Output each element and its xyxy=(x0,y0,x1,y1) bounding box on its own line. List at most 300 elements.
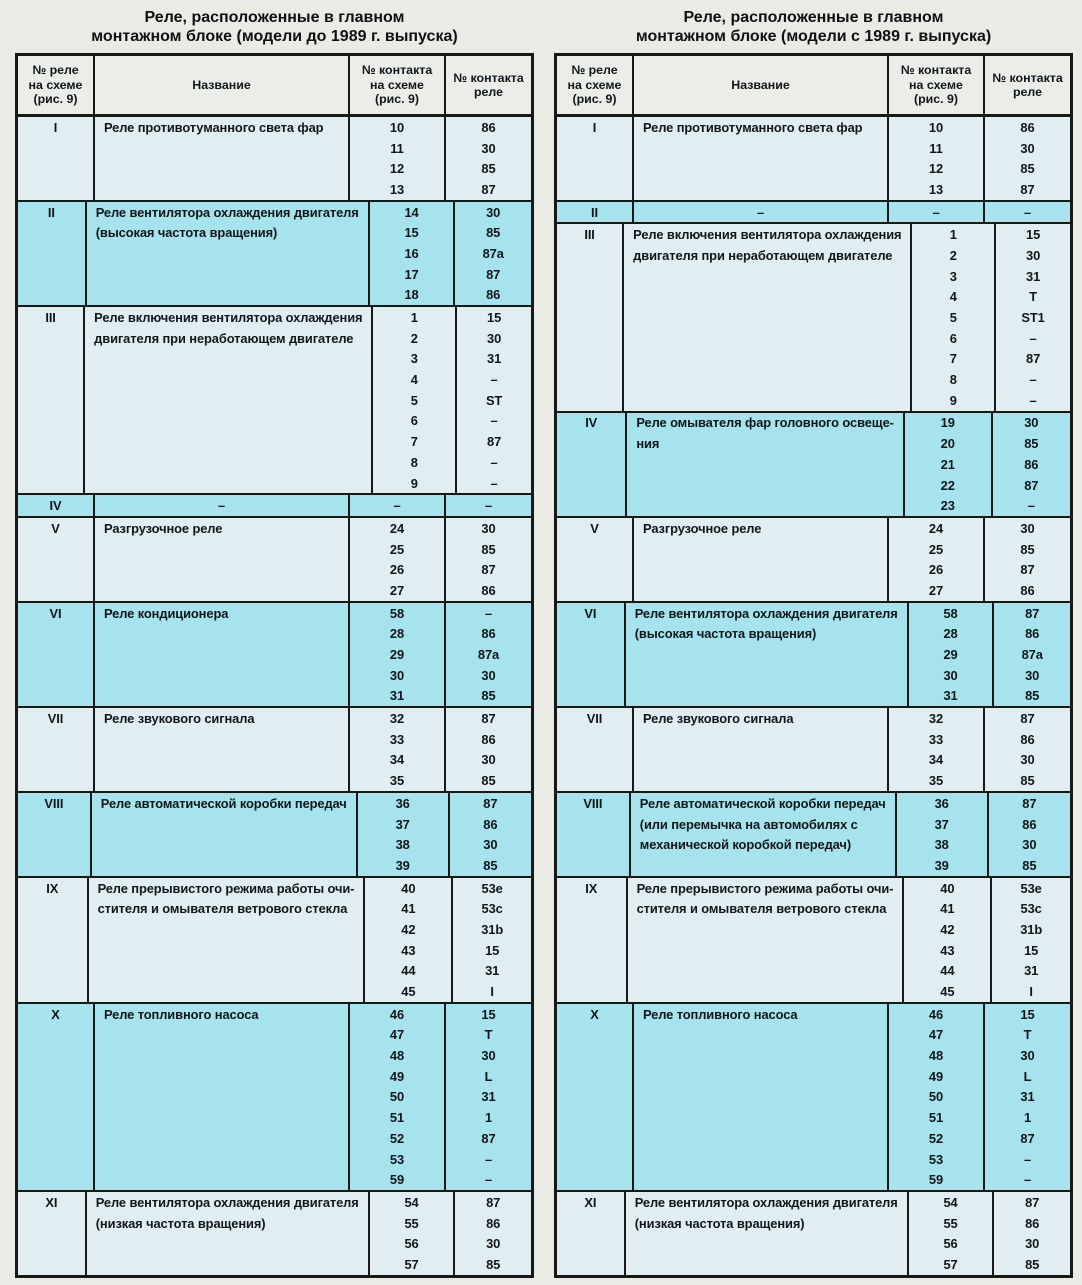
contact-schema-number: 7 xyxy=(949,351,957,367)
contact-relay-number: 86 xyxy=(1022,816,1037,832)
column-header: № реле на схеме (рис. 9) xyxy=(557,56,634,114)
contact-relay-number: – xyxy=(484,605,493,621)
relay-number: I xyxy=(53,119,58,135)
contact-schema-number: 31 xyxy=(943,688,958,704)
contact-schema-number: 58 xyxy=(389,605,405,621)
contact-schema-cell xyxy=(365,878,453,1002)
contact-schema-cell xyxy=(370,202,456,305)
contact-relay-number: 85 xyxy=(486,225,501,241)
relay-name-line: Реле прерывистого режима работы очи- xyxy=(636,880,894,896)
contact-relay-number: 86 xyxy=(1025,1215,1040,1231)
relay-name-cell xyxy=(626,1192,909,1275)
relay-number-cell xyxy=(18,117,95,200)
table-row xyxy=(18,601,531,706)
contact-schema-cell xyxy=(904,878,992,1002)
contact-relay-cell xyxy=(993,413,1070,516)
contact-relay-number: ST1 xyxy=(1021,310,1045,326)
column-header: Название xyxy=(95,56,350,114)
table-row xyxy=(18,1190,531,1275)
contact-relay-number: 87 xyxy=(481,711,496,727)
contact-schema-number: 6 xyxy=(949,330,957,346)
contact-schema-number: 3 xyxy=(410,351,418,367)
contact-schema-number: 39 xyxy=(934,857,949,873)
table-title-line-2: монтажном блоке (модели с 1989 г. выпуска) xyxy=(635,28,992,45)
contact-schema-number: 26 xyxy=(389,562,405,578)
contact-schema-number: 52 xyxy=(928,1130,944,1146)
column-header: № реле на схеме (рис. 9) xyxy=(18,56,95,114)
table-row xyxy=(18,1002,531,1190)
contact-schema-number: 31 xyxy=(389,688,405,704)
contact-schema-number: 47 xyxy=(928,1027,944,1043)
contact-schema-number: 29 xyxy=(943,647,958,663)
contact-schema-number: 41 xyxy=(401,901,416,917)
contact-relay-number: 30 xyxy=(486,1236,501,1252)
contact-schema-number: – xyxy=(932,204,940,220)
contact-schema-cell xyxy=(350,1004,446,1190)
relay-number: II xyxy=(591,204,598,220)
contact-schema-number: 17 xyxy=(404,266,419,282)
contact-relay-number: – xyxy=(490,475,498,491)
contact-relay-number: 30 xyxy=(481,752,496,768)
contact-schema-number: 1 xyxy=(949,227,957,243)
relay-name-line: Реле автоматической коробки передач xyxy=(100,795,347,811)
contact-schema-number: 50 xyxy=(928,1089,944,1105)
contact-relay-cell xyxy=(446,518,531,601)
contact-relay-number: 87 xyxy=(483,795,498,811)
contact-schema-number: 44 xyxy=(401,963,416,979)
relay-number: I xyxy=(592,119,597,135)
contact-schema-number: 25 xyxy=(928,541,944,557)
contact-relay-number: 30 xyxy=(1022,837,1037,853)
contact-schema-number: 12 xyxy=(928,161,944,177)
contact-schema-number: 56 xyxy=(943,1236,958,1252)
contact-schema-number: 25 xyxy=(389,541,405,557)
contact-schema-number: 55 xyxy=(943,1215,958,1231)
relay-name-cell xyxy=(634,117,889,200)
contact-schema-number: 39 xyxy=(395,857,410,873)
relay-number: IV xyxy=(49,498,62,514)
contact-schema-number: 10 xyxy=(928,119,944,135)
contact-relay-number: I xyxy=(490,984,494,1000)
contact-relay-number: 85 xyxy=(1022,857,1037,873)
table-row xyxy=(557,1190,1070,1275)
contact-schema-number: 46 xyxy=(389,1006,405,1022)
table-row xyxy=(18,305,531,493)
contact-relay-number: 86 xyxy=(1020,582,1035,598)
contact-schema-number: 48 xyxy=(928,1048,944,1064)
relay-number-cell xyxy=(18,307,85,493)
contact-schema-cell xyxy=(889,202,985,223)
table-row xyxy=(18,876,531,1002)
column-header: № контакта реле xyxy=(992,70,1063,99)
contact-relay-cell xyxy=(446,603,531,706)
relay-number-cell xyxy=(557,793,631,876)
contact-schema-number: 59 xyxy=(928,1172,944,1188)
contact-schema-number: 16 xyxy=(404,245,419,261)
contact-schema-number: 32 xyxy=(928,711,944,727)
relay-name-cell xyxy=(627,413,905,516)
contact-schema-number: 9 xyxy=(949,392,957,408)
contact-relay-number: 87a xyxy=(1021,647,1043,663)
contact-schema-number: 38 xyxy=(395,837,410,853)
contact-relay-number: 87a xyxy=(477,647,500,663)
contact-schema-number: 35 xyxy=(928,773,944,789)
contact-relay-number: 86 xyxy=(486,1215,501,1231)
contact-relay-cell xyxy=(985,708,1070,791)
relay-name-cell xyxy=(89,878,366,1002)
contact-schema-number: 20 xyxy=(940,436,955,452)
contact-schema-number: 27 xyxy=(389,582,405,598)
contact-relay-cell xyxy=(453,878,531,1002)
contact-relay-number: – xyxy=(1029,330,1037,346)
contact-relay-number: 87a xyxy=(482,245,504,261)
table-row xyxy=(18,706,531,791)
contact-relay-number: 30 xyxy=(487,330,502,346)
contact-relay-number: 1 xyxy=(1023,1110,1032,1126)
contact-relay-cell xyxy=(985,202,1070,223)
contact-relay-number: 15 xyxy=(485,942,500,958)
contact-relay-number: L xyxy=(484,1068,493,1084)
contact-relay-number: 30 xyxy=(1020,752,1035,768)
table-row xyxy=(557,411,1070,516)
relay-name-line: двигателя при неработающем двигателе xyxy=(94,330,354,346)
relay-name-cell xyxy=(634,202,889,223)
table-row xyxy=(557,1002,1070,1190)
contact-relay-number: 85 xyxy=(1020,161,1035,177)
contact-relay-number: 87 xyxy=(1022,795,1037,811)
contact-schema-cell xyxy=(350,495,446,516)
contact-relay-number: – xyxy=(490,454,498,470)
relay-name-line: Реле вентилятора охлаждения двигателя xyxy=(95,204,359,220)
contact-schema-cell xyxy=(350,117,446,200)
contact-schema-number: 57 xyxy=(943,1256,958,1272)
relay-number-cell xyxy=(557,413,627,516)
contact-relay-number: 86 xyxy=(481,119,496,135)
relay-name-line: Реле омывателя фар головного освеще- xyxy=(636,415,894,431)
contact-relay-number: 87 xyxy=(481,562,496,578)
contact-relay-number: 87 xyxy=(486,1194,501,1210)
relay-name-line: Реле прерывистого режима работы очи- xyxy=(97,880,355,896)
contact-relay-number: T xyxy=(1029,289,1037,305)
contact-schema-number: 22 xyxy=(940,477,955,493)
contact-relay-number: 87 xyxy=(1020,711,1035,727)
relay-number: V xyxy=(51,520,60,536)
contact-relay-cell xyxy=(996,224,1070,410)
contact-relay-number: 31 xyxy=(1026,268,1041,284)
contact-schema-number: 7 xyxy=(410,434,418,450)
contact-schema-number: 37 xyxy=(395,816,410,832)
relay-number: VII xyxy=(586,711,603,727)
relay-name-line: стителя и омывателя ветрового стекла xyxy=(97,901,348,917)
contact-schema-number: 47 xyxy=(389,1027,405,1043)
table-title xyxy=(554,8,1073,46)
contact-schema-cell xyxy=(897,793,989,876)
relay-number: X xyxy=(51,1006,60,1022)
contact-schema-number: 14 xyxy=(404,204,419,220)
contact-schema-number: 53 xyxy=(928,1151,944,1167)
contact-relay-cell xyxy=(992,878,1070,1002)
contact-relay-number: – xyxy=(1023,204,1032,220)
contact-relay-number: 85 xyxy=(1025,688,1040,704)
relay-name-cell xyxy=(626,603,909,706)
contact-schema-number: 40 xyxy=(401,880,416,896)
table-title-line-2: монтажном блоке (модели до 1989 г. выпуска) xyxy=(91,28,458,45)
contact-schema-number: 8 xyxy=(410,454,418,470)
relay-number: XI xyxy=(45,1194,58,1210)
contact-relay-number: 30 xyxy=(1020,1048,1035,1064)
contact-relay-number: 86 xyxy=(1020,119,1035,135)
contact-schema-number: 41 xyxy=(940,901,955,917)
contact-schema-number: 18 xyxy=(404,287,419,303)
contact-relay-cell xyxy=(994,603,1070,706)
contact-schema-number: 5 xyxy=(949,310,957,326)
relay-name-cell xyxy=(628,878,905,1002)
contact-relay-number: 30 xyxy=(481,520,496,536)
relay-name-line: стителя и омывателя ветрового стекла xyxy=(636,901,887,917)
contact-schema-cell xyxy=(350,518,446,601)
contact-schema-number: 13 xyxy=(389,181,405,197)
contact-schema-number: 42 xyxy=(401,921,416,937)
contact-schema-number: 13 xyxy=(928,181,944,197)
contact-schema-number: 2 xyxy=(949,247,957,263)
relay-name-line: Реле звукового сигнала xyxy=(104,711,255,727)
relay-number: VII xyxy=(47,711,64,727)
relay-number: II xyxy=(47,204,55,220)
contact-relay-cell xyxy=(446,708,531,791)
relay-name-line: Реле противотуманного света фар xyxy=(643,119,863,135)
relay-number: IX xyxy=(585,880,598,896)
contact-schema-number: 1 xyxy=(410,310,418,326)
relay-name-line: – xyxy=(217,498,226,514)
contact-relay-cell xyxy=(994,1192,1070,1275)
contact-relay-number: 87 xyxy=(486,266,501,282)
contact-schema-number: 30 xyxy=(943,667,958,683)
contact-schema-number: 33 xyxy=(389,731,405,747)
relay-name-line: Реле вентилятора охлаждения двигателя xyxy=(95,1194,359,1210)
relay-number-cell xyxy=(557,878,628,1002)
relay-name-cell xyxy=(95,117,350,200)
contact-schema-number: 59 xyxy=(389,1172,405,1188)
contact-relay-number: 87 xyxy=(1020,562,1035,578)
contact-relay-number: 30 xyxy=(1025,1236,1040,1252)
relay-number-cell xyxy=(18,202,87,305)
relay-number-cell xyxy=(18,878,89,1002)
relay-number-cell xyxy=(557,708,634,791)
contact-schema-number: 32 xyxy=(389,711,405,727)
contact-schema-number: 56 xyxy=(404,1236,419,1252)
contact-relay-number: 85 xyxy=(1020,773,1035,789)
contact-relay-number: 85 xyxy=(483,857,498,873)
relay-number-cell xyxy=(18,1004,95,1190)
contact-schema-number: 30 xyxy=(389,667,405,683)
table-title xyxy=(15,8,534,46)
contact-relay-number: 1 xyxy=(484,1110,493,1126)
contact-relay-cell xyxy=(985,117,1070,200)
relay-number-cell xyxy=(557,518,634,601)
relay-name-cell xyxy=(95,603,350,706)
contact-relay-number: – xyxy=(490,372,498,388)
relay-number-cell xyxy=(557,603,626,706)
contact-relay-number: L xyxy=(1023,1068,1032,1084)
contact-schema-cell xyxy=(373,307,457,493)
relay-name-line: (низкая частота вращения) xyxy=(95,1215,266,1231)
contact-schema-number: 46 xyxy=(928,1006,944,1022)
contact-relay-number: 31 xyxy=(1024,963,1039,979)
contact-schema-number: 28 xyxy=(389,626,405,642)
relay-table xyxy=(15,53,534,1278)
relay-number-cell xyxy=(18,603,95,706)
contact-schema-number: 27 xyxy=(928,582,944,598)
contact-schema-number: 2 xyxy=(410,330,418,346)
relay-name-line: Разгрузочное реле xyxy=(643,520,762,536)
table-row xyxy=(18,516,531,601)
contact-relay-number: 85 xyxy=(481,541,496,557)
relay-name-line: двигателя при неработающем двигателе xyxy=(633,247,893,263)
table-row xyxy=(557,222,1070,410)
contact-relay-number: 31 xyxy=(1020,1089,1035,1105)
contact-schema-cell xyxy=(350,708,446,791)
relay-number: XI xyxy=(584,1194,597,1210)
contact-relay-number: 30 xyxy=(483,837,498,853)
contact-schema-number: 15 xyxy=(404,225,419,241)
relay-number-cell xyxy=(557,202,634,223)
contact-relay-number: 85 xyxy=(481,773,496,789)
contact-schema-number: 51 xyxy=(389,1110,405,1126)
contact-schema-number: 9 xyxy=(410,475,418,491)
relay-number: V xyxy=(590,520,599,536)
relay-table xyxy=(554,53,1073,1278)
contact-relay-number: 87 xyxy=(481,1130,496,1146)
contact-relay-number: 30 xyxy=(481,667,496,683)
column-header: Название xyxy=(634,56,889,114)
contact-schema-number: 34 xyxy=(928,752,944,768)
contact-relay-number: 85 xyxy=(1025,1256,1040,1272)
relay-number-cell xyxy=(18,495,95,516)
contact-relay-number: 30 xyxy=(486,204,501,220)
contact-relay-cell xyxy=(446,1004,531,1190)
contact-schema-cell xyxy=(889,1004,985,1190)
contact-schema-number: 28 xyxy=(943,626,958,642)
contact-relay-number: – xyxy=(1027,498,1035,514)
column-header: № контакта на схеме (рис. 9) xyxy=(350,56,446,114)
table-row xyxy=(557,117,1070,200)
contact-relay-number: 31b xyxy=(1020,921,1043,937)
contact-relay-number: 85 xyxy=(1020,541,1035,557)
relay-number-cell xyxy=(18,708,95,791)
relay-number: VI xyxy=(49,605,62,621)
relay-name-line: Реле включения вентилятора охлаждения xyxy=(633,227,902,243)
contact-relay-number: 87 xyxy=(1025,605,1040,621)
contact-relay-number: 15 xyxy=(1024,942,1039,958)
contact-schema-number: 6 xyxy=(410,413,418,429)
contact-schema-number: 43 xyxy=(401,942,416,958)
table-row xyxy=(557,791,1070,876)
relay-number-cell xyxy=(18,793,92,876)
contact-schema-number: 11 xyxy=(929,140,943,156)
contact-schema-number: 44 xyxy=(940,963,955,979)
relay-name-line: Реле противотуманного света фар xyxy=(104,119,324,135)
contact-relay-cell xyxy=(446,495,531,516)
contact-relay-number: 86 xyxy=(483,816,498,832)
relay-name-line: механической коробкой передач) xyxy=(639,837,852,853)
relay-name-cell xyxy=(634,518,889,601)
contact-schema-number: – xyxy=(393,498,401,514)
contact-schema-number: 35 xyxy=(389,773,405,789)
contact-relay-number: – xyxy=(484,1151,493,1167)
contact-schema-cell xyxy=(350,603,446,706)
contact-relay-number: 31b xyxy=(481,921,504,937)
relay-name-cell xyxy=(624,224,912,410)
relay-number: IV xyxy=(585,415,598,431)
relay-name-line: Реле топливного насоса xyxy=(104,1006,259,1022)
relay-table-pre-1989 xyxy=(15,6,534,1278)
contact-relay-number: 87 xyxy=(1024,477,1039,493)
contact-schema-number: 24 xyxy=(928,520,944,536)
contact-relay-cell xyxy=(985,1004,1070,1190)
relay-name-line: Разгрузочное реле xyxy=(104,520,223,536)
contact-schema-number: 33 xyxy=(928,731,944,747)
column-header: № контакта на схеме (рис. 9) xyxy=(889,56,985,114)
contact-schema-number: 23 xyxy=(940,498,955,514)
contact-relay-number: 85 xyxy=(1024,436,1039,452)
contact-relay-number: 30 xyxy=(481,1048,496,1064)
contact-schema-cell xyxy=(370,1192,456,1275)
contact-relay-number: 53e xyxy=(1020,880,1042,896)
contact-relay-cell xyxy=(989,793,1070,876)
contact-schema-number: 42 xyxy=(940,921,955,937)
table-row xyxy=(18,493,531,516)
contact-relay-number: 15 xyxy=(487,310,502,326)
contact-relay-number: 87 xyxy=(1020,181,1035,197)
relay-table-post-1989 xyxy=(554,6,1073,1278)
contact-schema-number: 53 xyxy=(389,1151,405,1167)
contact-relay-number: 87 xyxy=(1026,351,1041,367)
contact-schema-number: 43 xyxy=(940,942,955,958)
contact-schema-number: 34 xyxy=(389,752,405,768)
contact-relay-number: 31 xyxy=(487,351,502,367)
contact-schema-number: 26 xyxy=(928,562,944,578)
relay-name-line: (низкая частота вращения) xyxy=(634,1215,805,1231)
relay-name-line: ния xyxy=(636,436,660,452)
contact-relay-number: 30 xyxy=(1026,247,1041,263)
contact-schema-number: 24 xyxy=(389,520,405,536)
relay-name-cell xyxy=(87,202,370,305)
contact-relay-cell xyxy=(450,793,531,876)
contact-relay-number: 30 xyxy=(1020,140,1035,156)
contact-schema-number: 55 xyxy=(404,1215,419,1231)
relay-name-line: Реле включения вентилятора охлаждения xyxy=(94,310,363,326)
contact-schema-cell xyxy=(909,603,995,706)
contact-schema-number: 8 xyxy=(949,372,957,388)
relay-name-cell xyxy=(95,708,350,791)
contact-schema-number: 4 xyxy=(949,289,957,305)
contact-schema-number: 38 xyxy=(934,837,949,853)
table-header-row xyxy=(18,56,531,117)
contact-schema-cell xyxy=(909,1192,995,1275)
contact-relay-number: – xyxy=(490,413,498,429)
contact-schema-number: 40 xyxy=(940,880,955,896)
relay-name-cell xyxy=(634,708,889,791)
contact-schema-number: 5 xyxy=(410,392,418,408)
contact-relay-cell xyxy=(457,307,531,493)
relay-name-line: (или перемычка на автомобилях с xyxy=(639,816,858,832)
table-row xyxy=(18,200,531,305)
contact-relay-number: 85 xyxy=(481,688,496,704)
contact-schema-number: 49 xyxy=(389,1068,405,1084)
relay-number: IX xyxy=(46,880,59,896)
contact-relay-number: 86 xyxy=(1024,456,1039,472)
relay-name-line: (высокая частота вращения) xyxy=(95,225,278,241)
